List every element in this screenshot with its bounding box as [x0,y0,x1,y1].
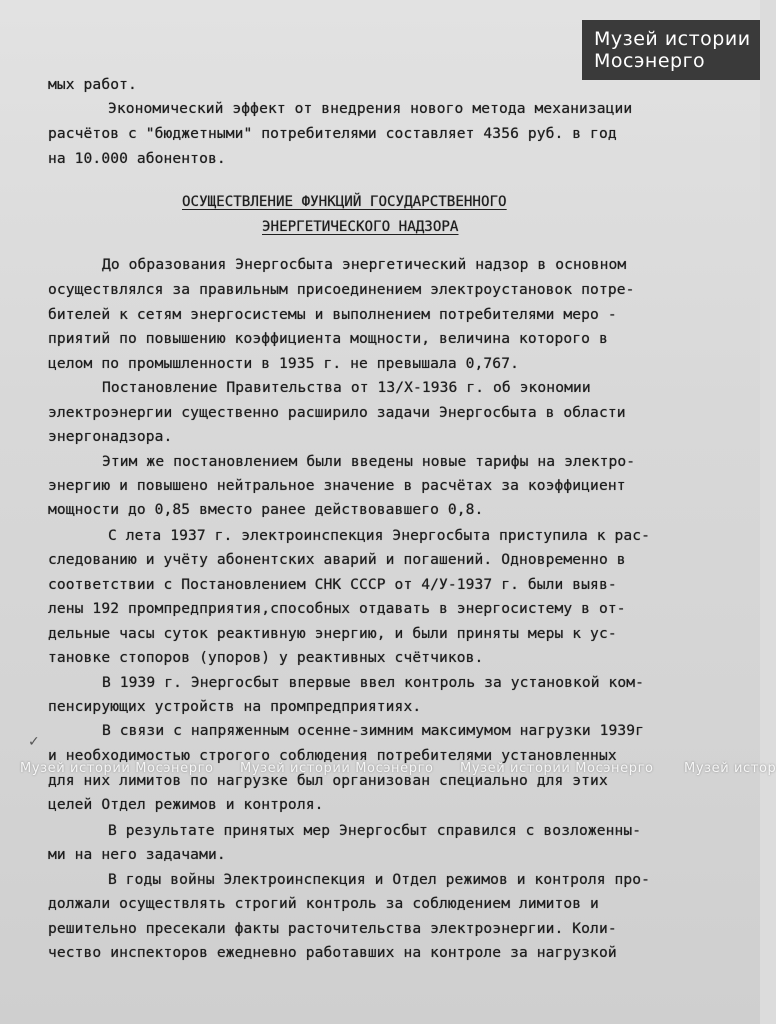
logo-line-1: Музей истории [594,28,751,50]
museum-logo [582,20,760,80]
body-line: В связи с напряженным осенне-зимним максимумом нагрузки 1939г [102,722,645,739]
body-line: для них лимитов по нагрузке был организован специально для этих [48,772,608,789]
intro-line: Экономический эффект от внедрения нового метода механизации [108,100,633,117]
section-heading-line-1: ОСУЩЕСТВЛЕНИЕ ФУНКЦИЙ ГОСУДАРСТВЕННОГО [182,194,507,210]
watermark-text: Музей истории Мосэнерго [460,761,654,776]
body-line: приятий по повышению коэффициента мощности, величина которого в [48,330,608,347]
body-line: дельные часы суток реактивную энергию, и были приняты меры к ус- [48,625,617,642]
intro-line: расчётов с "бюджетными" потребителями составляет 4356 руб. в год [48,125,617,142]
body-line: лены 192 промпредприятия,способных отдавать в энергосистему в от- [48,600,626,617]
body-line: Постановление Правительства от 13/Х-1936 г. об экономии [102,379,591,396]
body-line: С лета 1937 г. электроинспекция Энергосбыта приступила к рас- [108,527,651,544]
body-line: соответствии с Постановлением СНК СССР от 4/У-1937 г. были выяв- [48,576,617,593]
watermark-strip [0,761,776,779]
body-line: тановке стопоров (упоров) у реактивных счётчиков. [48,649,484,666]
body-line: До образования Энергосбыта энергетический надзор в основном [102,256,627,273]
body-line: В годы войны Электроинспекция и Отдел режимов и контроля про- [108,871,651,888]
body-line: целей Отдел режимов и контроля. [48,796,324,813]
body-line: должали осуществлять строгий контроль за соблюдением лимитов и [48,895,599,912]
watermark-text: Музей истории Мосэнерго [240,761,434,776]
body-line: пенсирующих устройств на промпредприятиях. [48,698,422,715]
body-line: целом по промышленности в 1935 г. не превышала 0,767. [48,355,519,372]
intro-line: на 10.000 абонентов. [48,150,226,167]
body-line: энергию и повышено нейтральное значение в расчётах за коэффициент [48,477,626,494]
body-line: Этим же постановлением были введены новые тарифы на электро- [102,453,636,470]
body-line: В результате принятых мер Энергосбыт справился с возложенны- [108,822,642,839]
section-heading-line-2: ЭНЕРГЕТИЧЕСКОГО НАДЗОРА [262,219,459,235]
handwritten-check-mark: ✓ [28,734,40,750]
body-line: В 1939 г. Энергосбыт впервые ввел контроль за установкой ком- [102,674,645,691]
intro-line: мых работ. [48,76,137,93]
body-line: бителей к сетям энергосистемы и выполнением потребителями меро - [48,306,617,323]
watermark-text: Музей истории Мосэнерго [20,761,214,776]
body-line: решительно пресекали факты расточительства электроэнергии. Коли- [48,920,617,937]
body-line: мощности до 0,85 вместо ранее действовавшего 0,8. [48,501,484,518]
body-line: ми на него задачами. [48,846,226,863]
body-line: следованию и учёту абонентских аварий и погашений. Одновременно в [48,551,626,568]
logo-line-2: Мосэнерго [594,50,706,72]
watermark-text: Музей истор [684,761,776,776]
body-line: осуществлялся за правильным присоединением электроустановок потре- [48,281,635,298]
body-line: и необходимостью строгого соблюдения потребителями установленных [48,747,617,764]
body-line: электроэнергии существенно расширило задачи Энергосбыта в области [48,404,626,421]
body-line: энергонадзора. [48,428,173,445]
body-line: чество инспекторов ежедневно работавших на контроле за нагрузкой [48,944,617,961]
